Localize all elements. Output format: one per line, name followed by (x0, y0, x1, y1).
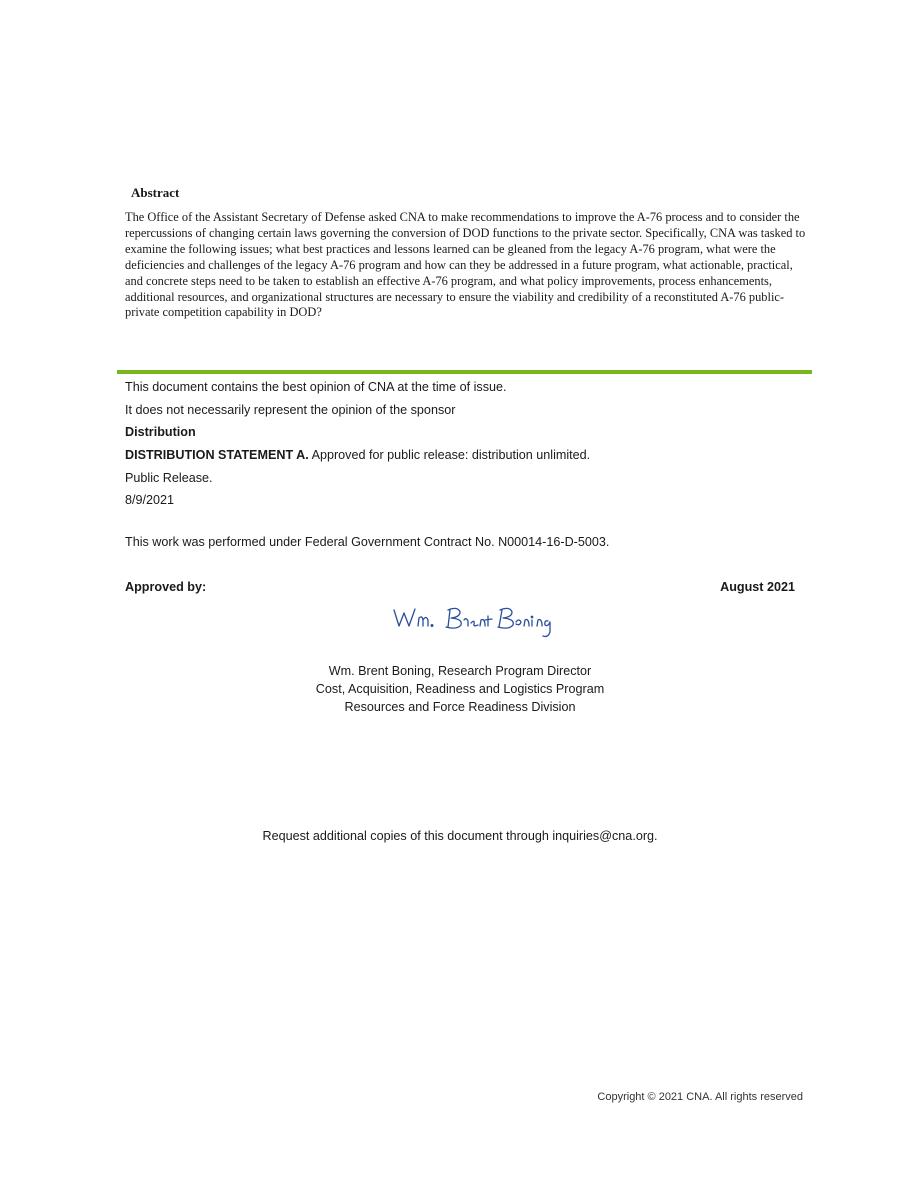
signatory-name-title: Wm. Brent Boning, Research Program Director (328, 664, 592, 678)
copies-request: Request additional copies of this document through inquiries@cna.org. (262, 829, 658, 843)
signatory-division: Resources and Force Readiness Division (344, 700, 576, 714)
release-date: 8/9/2021 (125, 493, 175, 508)
document-info (125, 376, 590, 512)
section-divider (117, 370, 812, 374)
distribution-heading: Distribution (125, 425, 196, 440)
contract-statement: This work was performed under Federal Government Contract No. N00014-16-D-5003. (125, 535, 610, 549)
approved-by-label: Approved by: (125, 580, 207, 594)
distribution-statement-text: Approved for public release: distribution unlimited. (308, 448, 591, 463)
signatory-program: Cost, Acquisition, Readiness and Logistics Program (315, 682, 605, 696)
sponsor-disclaimer: It does not necessarily represent the opinion of the sponsor (125, 402, 456, 417)
copyright-notice: Copyright © 2021 CNA. All rights reserved (597, 1091, 803, 1103)
distribution-statement (125, 444, 590, 467)
abstract-heading: Abstract (131, 185, 180, 200)
release-status: Public Release. (125, 470, 213, 485)
abstract-body: The Office of the Assistant Secretary of Defense asked CNA to make recommendations to improve the A-76 process and to consider the repercussions of changing certain laws governing the conversion of DOD functions to the private sector. Specifically, CNA was tasked to examine the following issues; what best practices and lessons learned can be gleaned from the legacy A-76 program, what were the deficiencies and challenges of the legacy A-76 program and how can they be addressed in a future program, what actionable, practical, and concrete steps need to be taken to establish an effective A-76 program, and what policy improvements, process enhancements, additional resources, and organizational structures are necessary to ensure the viability and credibility of a reconstituted A-76 public-private competition capability in DOD? (125, 210, 806, 320)
signature-image (388, 600, 563, 642)
opinion-statement: This document contains the best opinion of CNA at the time of issue. (125, 380, 507, 394)
signatory-block (0, 662, 920, 716)
distribution-statement-label: DISTRIBUTION STATEMENT A. (125, 448, 309, 463)
approval-date: August 2021 (720, 580, 795, 594)
